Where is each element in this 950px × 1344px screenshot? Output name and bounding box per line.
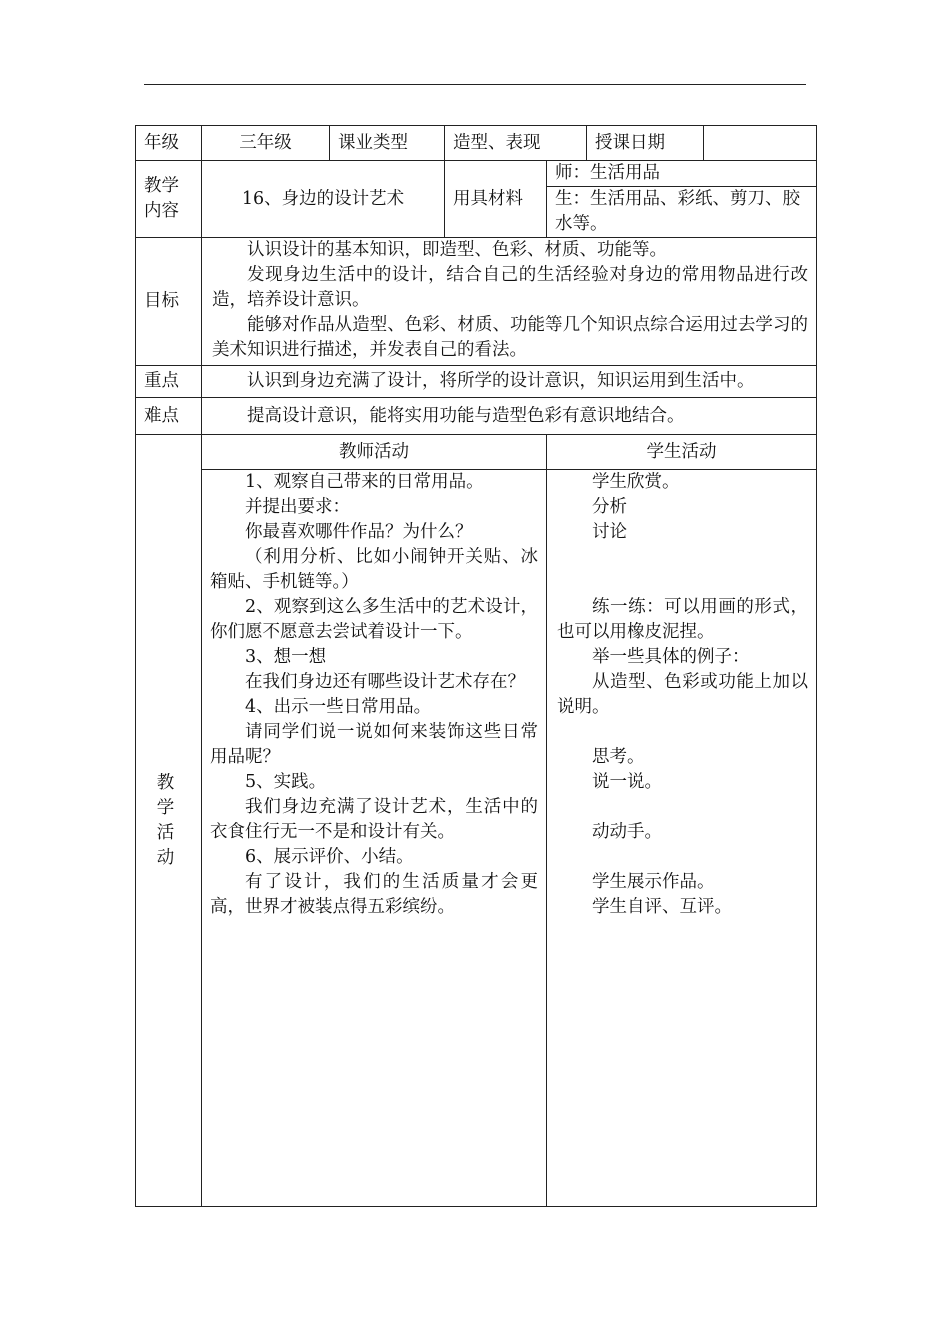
grade-label: 年级 [136,126,202,161]
student-activity: 举一些具体的例子： [592,647,750,667]
goals-row [136,238,817,366]
date-value [704,126,817,161]
student-activity-spacer [557,545,808,595]
student-activity: 练一练：可以用画的形式，也可以用橡皮泥捏。 [557,597,808,642]
teacher-materials: 师：生活用品 [547,161,817,187]
content-row [136,161,817,187]
student-activities [547,470,817,1207]
student-activity: 思考。 [592,747,645,767]
student-activities-header: 学生活动 [547,435,817,470]
goal-item: 能够对作品从造型、色彩、材质、功能等几个知识点综合运用过去学习的美术知识进行描述，并发表自己的看法。 [212,315,808,360]
teacher-activity: 3、想一想 [245,647,327,667]
grade-value: 三年级 [202,126,330,161]
teacher-activity: 4、出示一些日常用品。 [245,697,432,717]
key-point-row [136,366,817,398]
content-label-line2: 内容 [144,201,179,221]
student-activity: 学生展示作品。 [592,872,715,892]
type-label: 课业类型 [330,126,445,161]
date-label: 授课日期 [587,126,704,161]
key-point-text: 认识到身边充满了设计，将所学的设计意识，知识运用到生活中。 [202,366,817,398]
student-activity: 说一说。 [592,772,662,792]
content-label-line1: 教学 [144,176,179,196]
activities-header-row [136,435,817,470]
content-label [136,161,202,238]
student-materials: 生：生活用品、彩纸、剪刀、胶水等。 [547,187,817,238]
student-activity-spacer [557,720,808,745]
teacher-activity: 6、展示评价、小结。 [245,847,414,867]
goal-item: 认识设计的基本知识，即造型、色彩、材质、功能等。 [247,240,667,260]
student-activity: 学生欣赏。 [592,472,680,492]
difficulty-row [136,398,817,435]
student-activity: 从造型、色彩或功能上加以说明。 [557,672,808,717]
header-row [136,126,817,161]
teacher-activity: 在我们身边还有哪些设计艺术存在？ [245,672,525,692]
key-point-label: 重点 [136,366,202,398]
goals-list [202,238,817,366]
goal-item: 发现身边生活中的设计，结合自己的生活经验对身边的常用物品进行改造，培养设计意识。 [212,265,808,310]
student-activity: 讨论 [592,522,627,542]
teacher-activities [202,470,547,1207]
student-activity: 分析 [592,497,627,517]
student-activity: 学生自评、互评。 [592,897,732,917]
materials-label: 用具材料 [445,161,547,238]
goals-label: 目标 [136,238,202,366]
activities-body-row [136,470,817,1207]
lesson-title: 16、身边的设计艺术 [202,161,445,238]
student-activity: 动动手。 [592,822,662,842]
teacher-activity: （利用分析、比如小闹钟开关贴、冰箱贴、手机链等。） [210,547,538,592]
teacher-activity: 有了设计，我们的生活质量才会更高，世界才被装点得五彩缤纷。 [210,872,538,917]
difficulty-label: 难点 [136,398,202,435]
teacher-activity: 并提出要求： [245,497,350,517]
teacher-activity: 我们身边充满了设计艺术，生活中的衣食住行无一不是和设计有关。 [210,797,538,842]
student-activity-spacer [557,795,808,820]
activities-label-line2: 活动 [156,822,191,868]
teacher-activity: 1、观察自己带来的日常用品。 [245,472,484,492]
teacher-activity: 5、实践。 [245,772,327,792]
teacher-activities-header: 教师活动 [202,435,547,470]
header-rule [144,84,806,85]
teacher-activity: 请同学们说一说如何来装饰这些日常用品呢？ [210,722,538,767]
activities-label-line1: 教学 [156,772,191,818]
student-activity-spacer [557,845,808,870]
difficulty-text: 提高设计意识，能将实用功能与造型色彩有意识地结合。 [202,398,817,435]
activities-label [136,435,202,1207]
type-value: 造型、表现 [445,126,587,161]
teacher-activity: 你最喜欢哪件作品？为什么？ [245,522,473,542]
lesson-plan-table [135,125,817,1207]
teacher-activity: 2、观察到这么多生活中的艺术设计，你们愿不愿意去尝试着设计一下。 [210,597,538,642]
